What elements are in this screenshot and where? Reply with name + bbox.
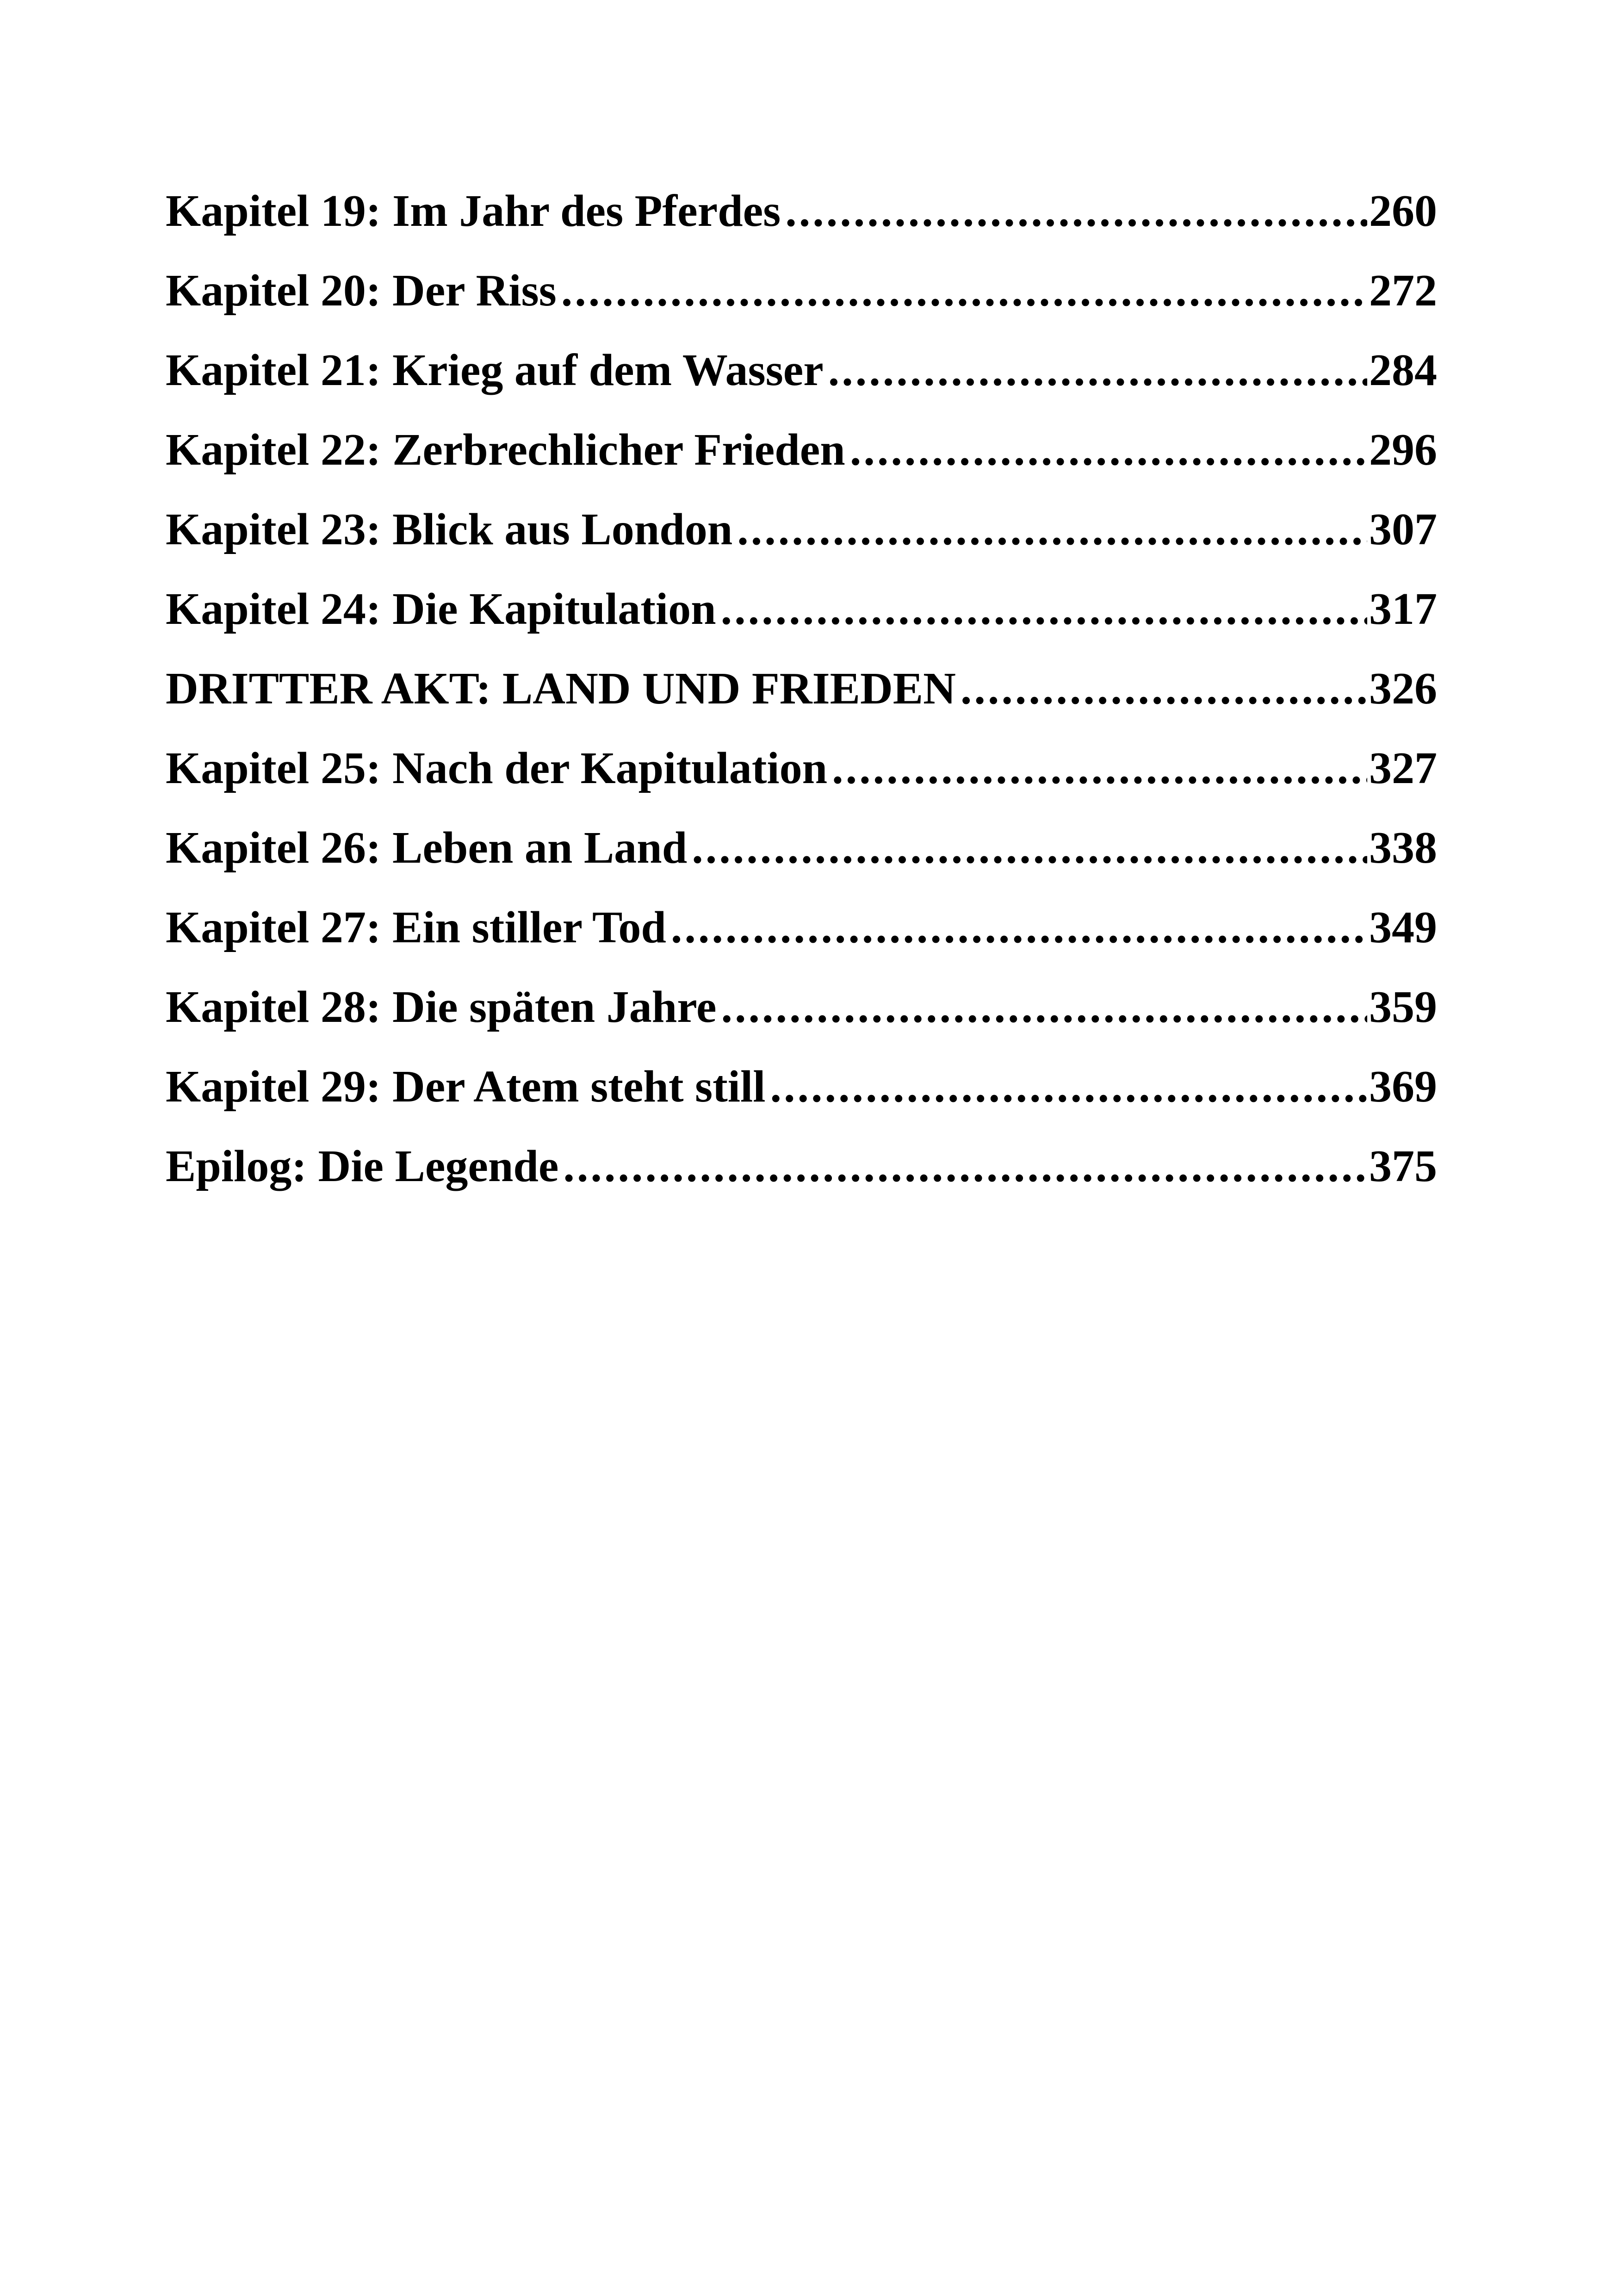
toc-entry-chapter-19[interactable]	[166, 185, 1437, 265]
toc-entry-title: Kapitel 19: Im Jahr des Pferdes	[166, 186, 781, 236]
toc-dot-leader	[561, 265, 1367, 317]
toc-page-number: 369	[1369, 1062, 1437, 1112]
toc-entry-title: Kapitel 22: Zerbrechlicher Frieden	[166, 425, 845, 475]
toc-entry-epilogue[interactable]	[166, 1140, 1437, 1220]
toc-entry-title: Kapitel 24: Die Kapitulation	[166, 584, 716, 634]
toc-entry-chapter-21[interactable]	[166, 344, 1437, 424]
toc-entry-chapter-24[interactable]	[166, 583, 1437, 663]
toc-entry-chapter-26[interactable]	[166, 822, 1437, 902]
toc-dot-leader	[785, 185, 1367, 237]
toc-page-number: 326	[1369, 664, 1437, 714]
toc-entry-title: Kapitel 27: Ein stiller Tod	[166, 902, 666, 952]
toc-page-number: 327	[1369, 743, 1437, 793]
toc-entry-title: Kapitel 23: Blick aus London	[166, 504, 733, 554]
toc-dot-leader	[770, 1061, 1367, 1113]
toc-entry-title: Kapitel 29: Der Atem steht still	[166, 1062, 766, 1112]
toc-page-number: 272	[1369, 266, 1437, 316]
toc-entry-chapter-23[interactable]	[166, 504, 1437, 583]
toc-entry-chapter-22[interactable]	[166, 424, 1437, 504]
toc-page-number: 260	[1369, 186, 1437, 236]
toc-dot-leader	[850, 424, 1367, 476]
toc-entry-chapter-27[interactable]	[166, 902, 1437, 981]
toc-page-number: 338	[1369, 823, 1437, 873]
table-of-contents	[166, 185, 1437, 1220]
toc-page-number: 375	[1369, 1141, 1437, 1191]
toc-dot-leader	[828, 344, 1367, 396]
toc-entry-title: Kapitel 28: Die späten Jahre	[166, 982, 717, 1032]
toc-entry-title: Kapitel 26: Leben an Land	[166, 823, 688, 873]
toc-entry-chapter-25[interactable]	[166, 742, 1437, 822]
toc-entry-act-three[interactable]	[166, 663, 1437, 742]
toc-dot-leader	[737, 504, 1367, 555]
toc-page-number: 359	[1369, 982, 1437, 1032]
toc-dot-leader	[721, 981, 1367, 1033]
toc-dot-leader	[832, 742, 1367, 794]
toc-entry-chapter-20[interactable]	[166, 265, 1437, 344]
toc-entry-chapter-29[interactable]	[166, 1061, 1437, 1140]
toc-page-number: 307	[1369, 504, 1437, 554]
toc-page-number: 284	[1369, 345, 1437, 395]
toc-entry-title: Kapitel 25: Nach der Kapitulation	[166, 743, 828, 793]
toc-page-number: 317	[1369, 584, 1437, 634]
toc-entry-chapter-28[interactable]	[166, 981, 1437, 1061]
toc-dot-leader	[671, 902, 1367, 953]
toc-dot-leader	[563, 1140, 1367, 1192]
toc-dot-leader	[692, 822, 1367, 874]
toc-entry-title: DRITTER AKT: LAND UND FRIEDEN	[166, 664, 956, 714]
toc-entry-title: Kapitel 21: Krieg auf dem Wasser	[166, 345, 824, 395]
toc-entry-title: Kapitel 20: Der Riss	[166, 266, 557, 316]
toc-page-number: 349	[1369, 902, 1437, 952]
toc-dot-leader	[961, 663, 1367, 715]
toc-entry-title: Epilog: Die Legende	[166, 1141, 559, 1191]
toc-dot-leader	[721, 583, 1367, 635]
toc-page-number: 296	[1369, 425, 1437, 475]
